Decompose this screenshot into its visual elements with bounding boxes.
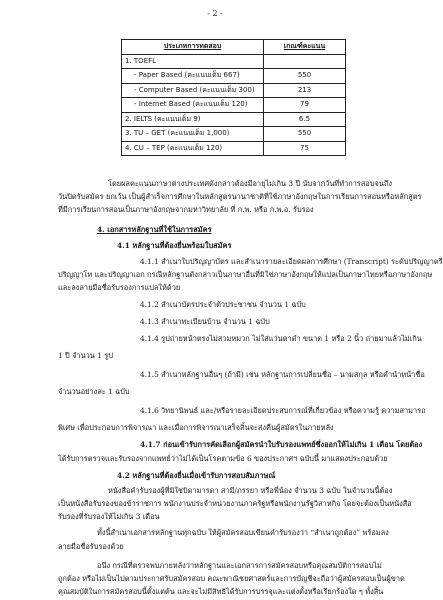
item-4-1-1-line: 4.1.1 สำเนาใบปริญญาบัตร และสำเนารายละเอียดผลการศึกษา (Transcript) ระดับปริญญาตรี [140, 257, 443, 266]
section-4-title: 4. เอกสารหลักฐานที่ใช้ในการสมัคร [97, 225, 212, 234]
section-4-2-line: รับรองที่รับรองให้ไม่เกิน 3 เดือน [58, 512, 160, 521]
final-paragraph-line: อนึ่ง กรณีที่ตรวจพบภายหลังว่าหลักฐานและเอกสารการสมัครสอบหรือคุณสมบัติการสอบไม่ [97, 561, 382, 570]
section-4-2-line: เป็นหนังสือรับรองของข้าราชการ พนักงานประจำหน่วยงานภาครัฐหรือพนักงานรัฐวิสาหกิจ โดยจะต้องเป็นหนังสือ [58, 499, 412, 508]
section-4-2-line: หนังสือคำรับรองผู้ที่มิใช่บิดามารดา สามี/ภรรยา หรือพี่น้อง จำนวน 3 ฉบับ ในจำนวนนี้ต้อง [108, 486, 393, 495]
column-header-test-type: ประเภทการทดสอบ [122, 40, 264, 55]
item-4-1-5-line: 4.1.5 สำเนาหลักฐานอื่นๆ (ถ้ามี) เช่น หลักฐานการเปลี่ยนชื่อ – นามสกุล หรือคำนำหน้าชื่อ [140, 370, 425, 379]
table-row [122, 98, 346, 113]
item-4-1-4-line: 1 ปี จำนวน 1 รูป [58, 351, 113, 360]
item-4-1-1-line: และลงลายมือชื่อรับรองการแปลให้ด้วย [58, 283, 181, 292]
item-4-1-7-line: ได้รับการตรวจและรับรองจากแพทย์ว่าไม่ได้เป็นโรคตามข้อ 6 ของประกาศฯ ฉบับนี้ มาแสดงประกอบด้วย [58, 454, 388, 463]
certify-paragraph-line: ลายมือชื่อรับรองด้วย [58, 542, 124, 551]
item-4-1-4-line: 4.1.4 รูปถ่ายหน้าตรงไม่สวมหมวก ไม่ใส่แว่นตาดำ ขนาด 1 หรือ 2 นิ้ว ถ่ายมาแล้วไม่เกิน [140, 334, 422, 343]
item-4-1-7-line: 4.1.7 ก่อนเข้ารับการคัดเลือกผู้สมัครนำใบรับรองแพทย์ซึ่งออกให้ไม่เกิน 1 เดือน โดยต้อง [140, 440, 423, 449]
paragraph-line: วันปิดรับสมัคร ยกเว้น เป็นผู้สำเร็จการศึกษาในหลักสูตรนานาชาติที่ใช้ภาษาอังกฤษในการเรียนการสอนหรือหลักสูตร [58, 192, 422, 201]
table-row [122, 141, 346, 156]
test-type-cell: 2. IELTS (คะแนนเต็ม 9) [122, 112, 264, 127]
test-type-cell: - Paper Based (คะแนนเต็ม 667) [122, 69, 264, 84]
test-type-cell: - Computer Based (คะแนนเต็ม 300) [122, 83, 264, 98]
score-cell: 79 [264, 98, 346, 113]
section-4-1-title: 4.1 หลักฐานที่ต้องยื่นพร้อมใบสมัคร [117, 241, 232, 250]
item-4-1-5-line: จำนวนอย่างละ 1 ฉบับ [58, 387, 130, 396]
paragraph-line: โดยผลคะแนนภาษาต่างประเทศดังกล่าวต้องมีอายุไม่เกิน 3 ปี นับจากวันที่ทำการสอบจนถึง [108, 179, 392, 188]
score-cell: 550 [264, 69, 346, 84]
table-row [122, 54, 346, 69]
score-cell: 6.5 [264, 112, 346, 127]
table-header-row [122, 40, 346, 55]
final-paragraph-line: ถูกต้อง หรือไม่เป็นไปตามประกาศรับสมัครสอบ คณะพาณิชยศาสตร์และการบัญชีจะถือว่าผู้สมัครสอบเป็นผู้ขาด [58, 574, 405, 583]
certify-paragraph-line: ทั้งนี้สำเนาเอกสารหลักฐานทุกฉบับ ให้ผู้สมัครสอบเขียนคำรับรองว่า “สำเนาถูกต้อง” พร้อมลง [97, 528, 389, 537]
score-cell: 550 [264, 127, 346, 142]
table-row [122, 127, 346, 142]
score-cell: 213 [264, 83, 346, 98]
test-type-cell: - Internet Based (คะแนนเต็ม 120) [122, 98, 264, 113]
item-4-1-3: 4.1.3 สำเนาทะเบียนบ้าน จำนวน 1 ฉบับ [140, 317, 270, 326]
final-paragraph-line: คุณสมบัติในการสมัครสอบนี้ตั้งแต่ต้น และจะไม่มีสิทธิได้รับการบรรจุและแต่งตั้งหรือเรียกร้องใด ๆ ทั้งสิ้น [58, 587, 384, 596]
item-4-1-2: 4.1.2 สำเนาบัตรประจำตัวประชาชน จำนวน 1 ฉบับ [140, 300, 306, 309]
score-cell: 75 [264, 141, 346, 156]
table-row [122, 112, 346, 127]
column-header-score: เกณฑ์คะแนน [264, 40, 346, 55]
item-4-1-1-line: ปริญญาโท และปริญญาเอก กรณีหลักฐานดังกล่าวเป็นภาษาอื่นที่มิใช่ภาษาอังกฤษให้แปลเป็นภาษาไทยหรือภาษาอังกฤษ [58, 270, 433, 279]
score-cell [264, 54, 346, 69]
test-type-cell: 4. CU – TEP (คะแนนเต็ม 120) [122, 141, 264, 156]
paragraph-line: ที่มีการเรียนการสอนเป็นภาษาอังกฤษจากมหาวิทยาลัย ที่ ก.พ. หรือ ก.พ.อ. รับรอง [58, 205, 314, 214]
page-number: - 2 - [207, 9, 223, 18]
item-4-1-6-line: พิเศษ เพื่อประกอบการพิจารณา และเมื่อการพิจารณาเสร็จสิ้นจะส่งคืนผู้สมัครในภายหลัง [58, 423, 334, 432]
section-4-2-title: 4.2 หลักฐานที่ต้องยื่นเมื่อเข้ารับการสอบสัมภาษณ์ [117, 471, 276, 480]
score-criteria-table [121, 39, 346, 156]
table-row [122, 69, 346, 84]
table-row [122, 83, 346, 98]
test-type-cell: 1. TOEFL [122, 54, 264, 69]
test-type-cell: 3. TU – GET (คะแนนเต็ม 1,000) [122, 127, 264, 142]
item-4-1-6-line: 4.1.6 วิทยานิพนธ์ และ/หรือรายละเอียดประสบการณ์ที่เกี่ยวข้อง หรือความรู้ ความสามารถ [140, 406, 426, 415]
